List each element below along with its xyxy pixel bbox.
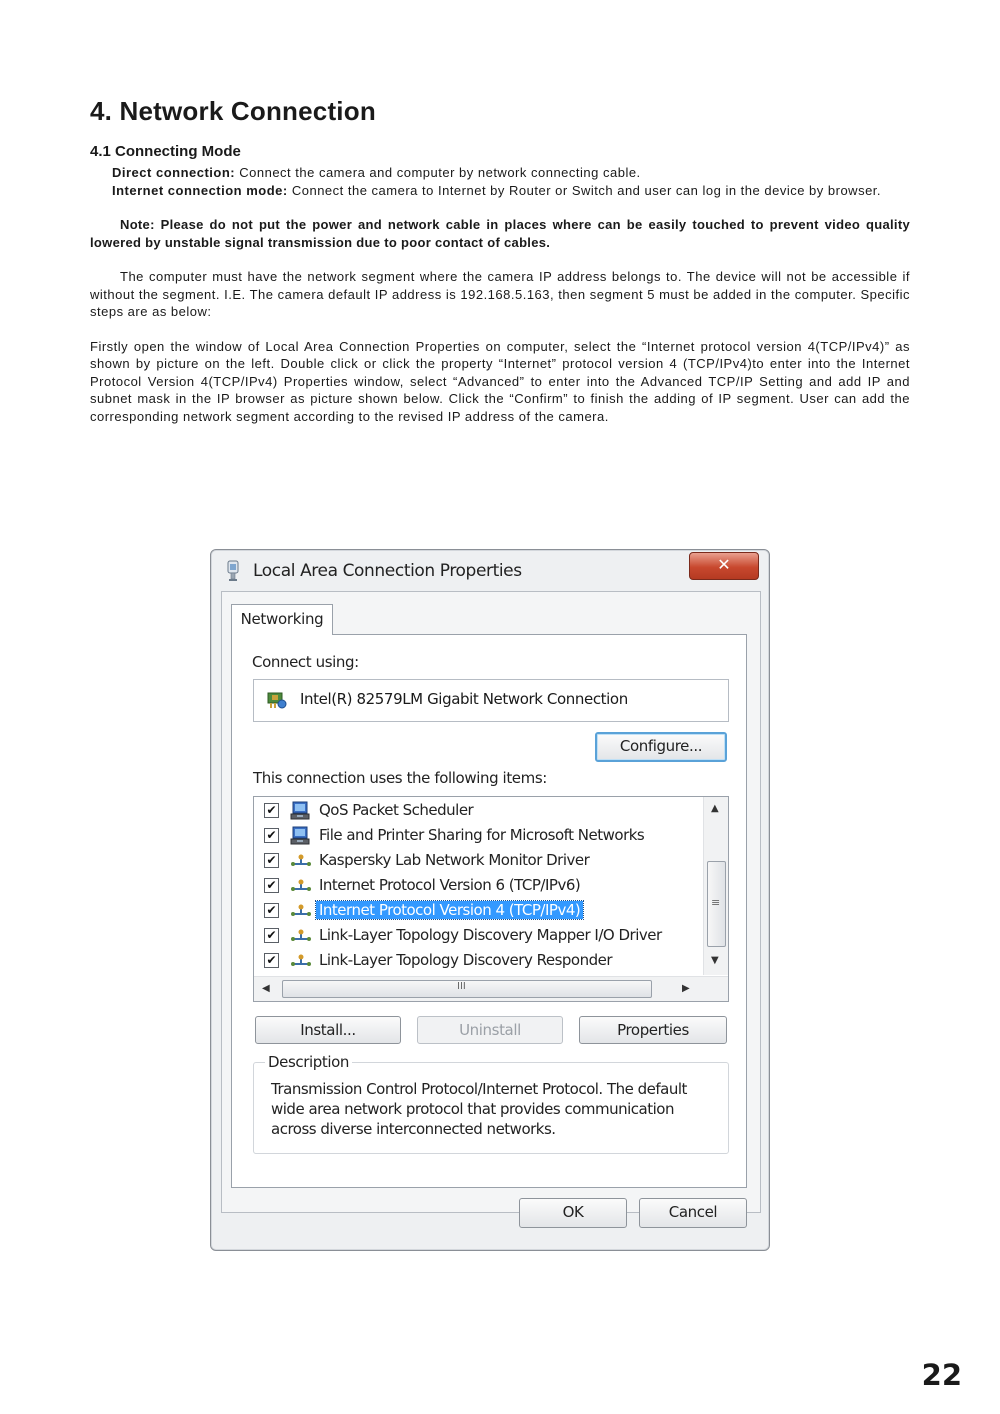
network-client-icon (290, 826, 312, 846)
connection-items-list[interactable] (253, 796, 729, 1002)
direct-connection-label: Direct connection: (112, 165, 236, 180)
network-adapter-icon (225, 560, 241, 582)
list-item[interactable] (254, 899, 700, 924)
item-label: File and Printer Sharing for Microsoft Networks (319, 826, 645, 844)
item-label: Internet Protocol Version 4 (TCP/IPv4) (316, 901, 583, 919)
steps-paragraph: Firstly open the window of Local Area Connection Properties on computer, select the “Internet protocol version 4(TCP/IPv4)” as shown by picture on the left. Double click or click the property “Internet” protocol version 4 (TCP/IPv4)to enter into the Internet Protocol Version 4(TCP/IPv4) Properties window, select “Advanced” to enter into the Advanced TCP/IP Setting and add IP and subnet mask in the IP browser as picture shown below. Click the “Confirm” to finish the adding of IP segment. User can add the corresponding network segment according to the revised IP address of the camera. (90, 338, 910, 424)
close-button[interactable]: ✕ (689, 552, 759, 580)
document-body (90, 96, 910, 425)
item-checkbox[interactable]: ✔ (264, 828, 279, 843)
list-item[interactable] (254, 824, 700, 849)
protocol-icon (290, 926, 312, 946)
section-heading: 4. Network Connection (90, 96, 376, 126)
horizontal-scrollbar[interactable] (254, 976, 728, 1001)
note-paragraph: Note: Please do not put the power and network cable in places where can be easily touched to prevent video quality lowered by unstable signal transmission due to poor contact of cables. (90, 217, 910, 250)
description-text: Transmission Control Protocol/Internet Protocol. The default wide area network protocol that provides communication across diverse interconnected networks. (271, 1080, 687, 1138)
dialog-title: Local Area Connection Properties (253, 561, 522, 581)
vertical-scrollbar[interactable] (703, 797, 728, 975)
list-item[interactable] (254, 799, 700, 824)
properties-button[interactable]: Properties (579, 1016, 727, 1044)
item-checkbox[interactable]: ✔ (264, 928, 279, 943)
ok-button[interactable]: OK (519, 1198, 627, 1228)
list-item[interactable] (254, 874, 700, 899)
protocol-icon (290, 876, 312, 896)
list-item[interactable] (254, 949, 700, 974)
item-label: QoS Packet Scheduler (319, 801, 474, 819)
item-checkbox[interactable]: ✔ (264, 878, 279, 893)
segment-paragraph: The computer must have the network segment where the camera IP address belongs to. The device will not be accessible if without the segment. I.E. The camera default IP address is 192.168.5.163, then segment 5 must be added in the computer. Specific steps are as below: (90, 269, 910, 319)
horizontal-grip: III (457, 981, 466, 992)
scroll-left-icon[interactable]: ◀ (262, 983, 270, 994)
internet-connection-label: Internet connection mode: (112, 182, 288, 198)
scroll-up-icon[interactable]: ▲ (711, 803, 719, 814)
item-label: Link-Layer Topology Discovery Mapper I/O Driver (319, 926, 662, 944)
vertical-scroll-thumb[interactable] (707, 861, 726, 947)
adapter-name: Intel(R) 82579LM Gigabit Network Connection (300, 690, 628, 708)
local-area-connection-properties-dialog (210, 549, 770, 1251)
internet-connection-paragraph (90, 182, 910, 200)
tab-networking[interactable]: Networking (231, 604, 333, 635)
protocol-icon (290, 951, 312, 971)
item-checkbox[interactable]: ✔ (264, 903, 279, 918)
item-checkbox[interactable]: ✔ (264, 803, 279, 818)
network-card-icon (266, 689, 288, 711)
connect-using-label: Connect using: (252, 653, 359, 671)
internet-connection-text: Connect the camera to Internet by Router or Switch and user can log in the device by browser. (287, 182, 882, 198)
cancel-button[interactable]: Cancel (639, 1198, 747, 1228)
scroll-down-icon[interactable]: ▼ (711, 955, 719, 966)
description-label: Description (265, 1053, 352, 1071)
direct-connection-paragraph (90, 164, 910, 182)
install-button[interactable]: Install... (255, 1016, 401, 1044)
protocol-icon (290, 901, 312, 921)
direct-connection-text: Connect the camera and computer by network connecting cable. (235, 165, 641, 180)
network-client-icon (290, 801, 312, 821)
configure-button[interactable]: Configure... (595, 732, 727, 762)
protocol-icon (290, 851, 312, 871)
item-checkbox[interactable]: ✔ (264, 853, 279, 868)
item-checkbox[interactable]: ✔ (264, 953, 279, 968)
horizontal-scroll-thumb[interactable] (282, 980, 652, 998)
vertical-grip: ≡ (711, 896, 721, 909)
subsection-heading: 4.1 Connecting Mode (90, 143, 241, 160)
adapter-field (253, 679, 729, 722)
items-label: This connection uses the following items: (253, 769, 547, 787)
item-label: Link-Layer Topology Discovery Responder (319, 951, 613, 969)
list-item[interactable] (254, 849, 700, 874)
uninstall-button[interactable]: Uninstall (417, 1016, 563, 1044)
item-label: Kaspersky Lab Network Monitor Driver (319, 851, 590, 869)
list-item[interactable] (254, 924, 700, 949)
item-label: Internet Protocol Version 6 (TCP/IPv6) (319, 876, 581, 894)
dialog-titlebar[interactable] (211, 550, 769, 590)
scroll-right-icon[interactable]: ▶ (682, 983, 690, 994)
page-number: 22 (921, 1358, 962, 1392)
